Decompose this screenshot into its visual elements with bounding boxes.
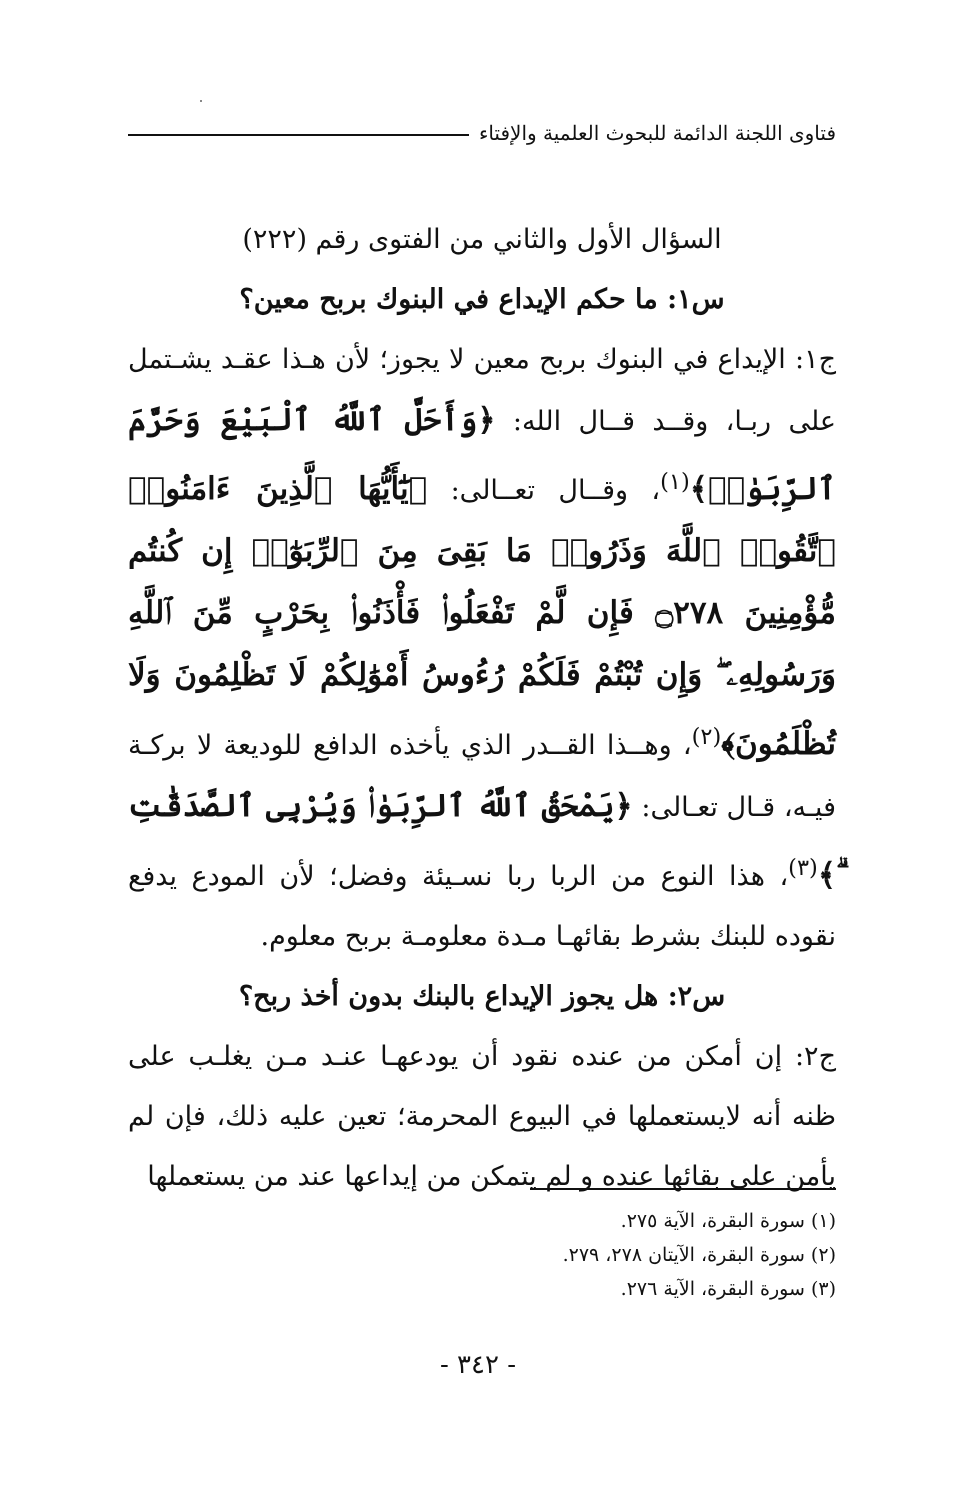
scan-speck xyxy=(200,100,202,102)
footnote-ref-3: (٣) xyxy=(788,855,818,881)
answer-1-intro: ج١: الإيداع في البنوك بربح معين لا يجوز؛ لأن هـذا عقـد يشـتمل على ربـا، وقــد قــال الله: xyxy=(128,344,836,437)
verse-3: ﴿يَمْحَقُ ٱللَّهُ ٱلرِّبَوٰا۟ وَيُرْبِى ٱلصَّدَقَٰتِ ۗ﴾ xyxy=(128,788,836,893)
footnote-3: (٣) سورة البقرة، الآية ٢٧٦. xyxy=(620,1278,836,1300)
page-number: - ٣٤٢ - xyxy=(439,1350,517,1380)
header-title: فتاوى اللجنة الدائمة للبحوث العلمية والإفتاء xyxy=(478,121,836,145)
running-header xyxy=(128,118,836,148)
answer-1-outro: ، هذا النوع من الربا ربا نسـيئة وفضل؛ لأن المودع يدفع نقوده للبنك بشرط بقائهـا مـدة معلومـة بربح معلوم. xyxy=(128,861,836,952)
footnote-2: (٢) سورة البقرة، الآيتان ٢٧٨، ٢٧٩. xyxy=(562,1244,836,1266)
footnote-1: (١) سورة البقرة، الآية ٢٧٥. xyxy=(620,1210,836,1232)
answer-2: ج٢: إن أمكن من عنده نقود أن يودعهـا عنـد مـن يغلـب على ظنه أنه لايستعملها في البيوع المحرمة؛ تعين عليه ذلك، فإن لم يأمن على بقائها عنده و لم يتمكن من إيداعها عند من يستعملها xyxy=(128,1041,836,1192)
question-2: س٢: هل يجوز الإيداع بالبنك بدون أخذ ربح؟ xyxy=(238,981,726,1012)
header-rule xyxy=(128,134,469,136)
verse-2: ﴿يَٰٓأَيُّهَا ٱلَّذِينَ ءَامَنُوا۟ ٱتَّقُوا۟ ٱللَّهَ وَذَرُوا۟ مَا بَقِىَ مِنَ ٱلرِّبَوٰٓا۟ إِن كُنتُم مُّؤْمِنِينَ ۝٢٧٨ فَإِن لَّمْ تَفْعَلُوا۟ فَأْذَنُوا۟ بِحَرْبٍ مِّنَ ٱللَّهِ وَرَسُولِهِۦ ۖ وَإِن تُبْتُمْ فَلَكُمْ رُءُوسُ أَمْوَٰلِكُمْ لَا تَظْلِمُونَ وَلَا تُظْلَمُونَ﴾ xyxy=(128,471,836,762)
verse-1: ﴿وَأَحَلَّ ٱللَّهُ ٱلْبَيْعَ وَحَرَّمَ ٱلرِّبَوٰا۟﴾ xyxy=(128,402,836,507)
answer-1-mid-2: ، وهــذا القــدر الذي يأخذه الدافع للوديعة لا بركـة فيـه، قـال تعـالى: xyxy=(128,730,836,823)
footnote-ref-1: (١) xyxy=(660,469,690,495)
section-title: السؤال الأول والثاني من الفتوى رقم (٢٢٢) xyxy=(242,224,722,255)
footnote-ref-2: (٢) xyxy=(691,724,722,750)
footnotes xyxy=(128,1188,836,1306)
footnote-rule xyxy=(530,1188,836,1190)
page-body xyxy=(128,210,836,1207)
answer-1 xyxy=(128,330,836,967)
question-1: س١: ما حكم الإيداع في البنوك بربح معين؟ xyxy=(239,284,725,315)
answer-1-mid-1: ، وقــال تعــالى: xyxy=(427,475,661,506)
